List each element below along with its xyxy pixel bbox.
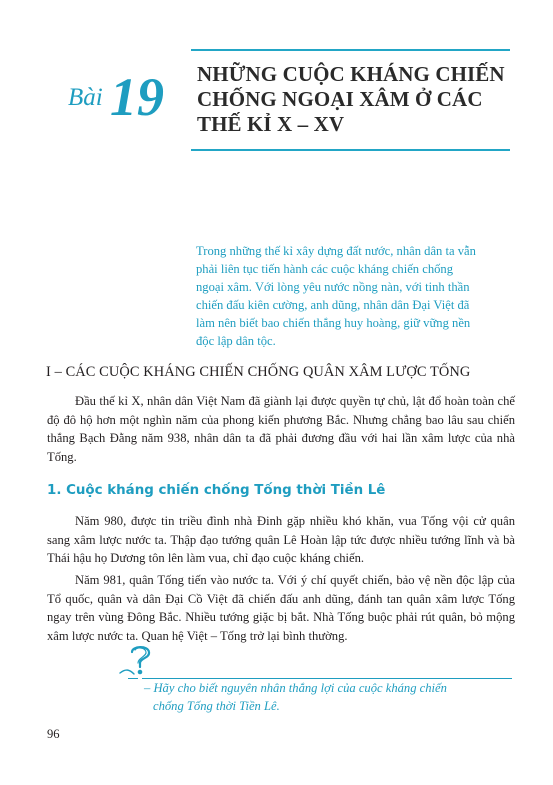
intro-line: chiến đấu kiên cường, anh dũng, nhân dân Đại Việt đã	[196, 298, 470, 312]
lesson-number: 19	[110, 67, 164, 127]
intro-line: ngoại xâm. Với lòng yêu nước nồng nàn, với tinh thần	[196, 280, 470, 294]
intro-text	[196, 242, 516, 350]
intro-line: độc lập dân tộc.	[196, 334, 276, 348]
intro-line: phải liên tục tiến hành các cuộc kháng chiến chống	[196, 262, 454, 276]
section-heading: I – CÁC CUỘC KHÁNG CHIẾN CHỐNG QUÂN XÂM LƯỢC TỐNG	[46, 364, 471, 380]
question-line: chống Tống thời Tiền Lê.	[153, 699, 280, 713]
header-bottom-rule	[191, 149, 510, 151]
header-top-rule	[191, 49, 510, 51]
lesson-word: Bài	[68, 84, 103, 111]
lesson-title-line-1: NHỮNG CUỘC KHÁNG CHIẾN	[197, 62, 505, 86]
page-number: 96	[47, 727, 60, 741]
intro-line: Trong những thế kỉ xây dựng đất nước, nhân dân ta vẫn	[196, 244, 476, 258]
section-paragraph: Đầu thế kỉ X, nhân dân Việt Nam đã giành lại được quyền tự chủ, lật đổ hoàn toàn chế độ đô hộ hơn một nghìn năm của phong kiến phương Bắc. Nhưng chẳng bao lâu sau chiến thắng Bạch Đằng năm 938, nhân dân ta đã phải đương đầu với hai lần xâm lược của nhà Tống.	[47, 394, 515, 464]
question-rule-left	[128, 678, 138, 679]
intro-line: làm nên biết bao chiến thắng huy hoàng, giữ vững nền	[196, 316, 471, 330]
paragraph-980: Năm 980, được tin triều đình nhà Đinh gặp nhiều khó khăn, vua Tống vội cử quân sang xâm lược nước ta. Thập đạo tướng quân Lê Hoàn lập tức được nhiều tướng lĩnh và bà Thái hậu họ Dương tôn lên làm vua, chỉ đạo cuộc kháng chiến.	[47, 514, 515, 565]
lesson-title-line-2: CHỐNG NGOẠI XÂM Ở CÁC	[197, 87, 483, 111]
subheading: 1. Cuộc kháng chiến chống Tống thời Tiền Lê	[47, 483, 386, 498]
question-text	[144, 679, 516, 715]
question-line: – Hãy cho biết nguyên nhân thắng lợi của cuộc kháng chiến	[144, 681, 447, 695]
paragraph-981: Năm 981, quân Tống tiến vào nước ta. Với ý chí quyết chiến, bảo vệ nền độc lập của Tổ quốc, quân và dân Đại Cồ Việt đã chiến đấu anh dũng, đánh tan quân xâm lược Tống ngay trên vùng Đông Bắc. Nhiều tướng giặc bị bắt. Nhà Tống buộc phải rút quân, bỏ mộng xâm lược nước ta. Quan hệ Việt – Tống trở lại bình thường.	[47, 573, 515, 643]
lesson-title-line-3: THẾ KỈ X – XV	[197, 112, 345, 136]
question-mark-icon	[118, 644, 162, 678]
